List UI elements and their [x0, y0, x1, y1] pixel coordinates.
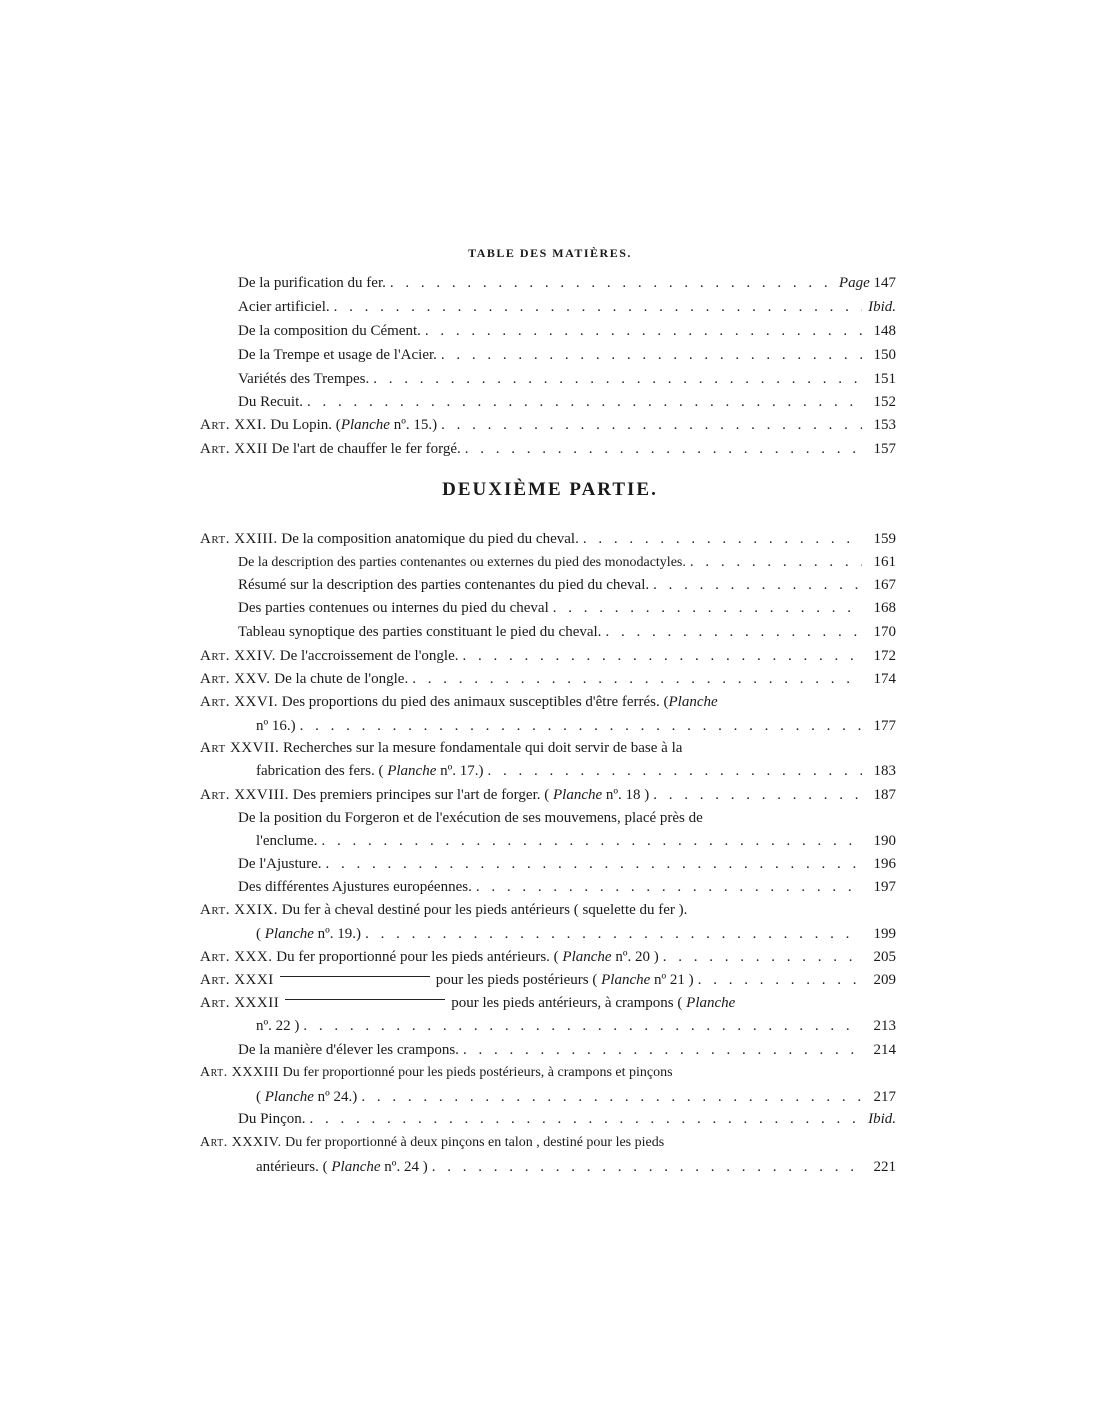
page-number: 205 [873, 949, 896, 965]
toc-entry: Des différentes Ajustures européennes. . . . 197 [238, 876, 896, 898]
toc-entry: Art. XXIII. De la composition anatomique du pied du cheval. . . . 159 [200, 528, 896, 550]
toc-entry: l'enclume. . . . 190 [256, 830, 896, 852]
toc-entry: nº. 22 ) . . . 213 [256, 1015, 896, 1037]
page-number: 199 [873, 926, 896, 942]
toc-entry: fabrication des fers. ( Planche nº. 17.) . . . 183 [256, 760, 896, 782]
article-number: Art. XXIII. [200, 531, 278, 547]
article-number: Art. XXXII [200, 995, 280, 1011]
page-number: 168 [873, 600, 896, 616]
toc-entry: De la description des parties contenantes ou externes du pied des monodactyles. . . . 161 [238, 551, 896, 573]
toc-entry: Art. XXXIII Du fer proportionné pour les pieds postérieurs, à crampons et pinçons [200, 1065, 673, 1080]
article-number: Art. XXV. [200, 671, 271, 687]
page-number: Ibid. [868, 1111, 896, 1127]
ditto-rule [285, 999, 445, 1000]
page-number: 150 [873, 347, 896, 363]
page-number: 221 [873, 1159, 896, 1175]
toc-entry: Art. XXX. Du fer proportionné pour les pieds antérieurs. ( Planche nº. 20 ) . . . 205 [200, 946, 896, 968]
toc-entry: Art. XXV. De la chute de l'ongle. . . . 174 [200, 668, 896, 690]
page-number: 197 [873, 879, 896, 895]
page-number: 148 [873, 323, 896, 339]
article-number: Art. XXX. [200, 949, 273, 965]
page-number: 190 [873, 833, 896, 849]
section-title: DEUXIÈME PARTIE. [442, 479, 658, 500]
page-number: 217 [873, 1089, 896, 1105]
toc-entry: Acier artificiel. . . . Ibid. [238, 296, 896, 318]
page-number: 152 [873, 394, 896, 410]
running-header: TABLE DES MATIÈRES. [468, 246, 632, 260]
toc-entry: De la purification du fer. . . . Page 147 [238, 272, 896, 294]
toc-entry: Des parties contenues ou internes du pied du cheval . . . 168 [238, 597, 896, 619]
page-number: 161 [873, 554, 896, 570]
toc-entry: Art. XXVIII. Des premiers principes sur l'art de forger. ( Planche nº. 18 ) . . . 187 [200, 784, 896, 806]
page-number: 151 [873, 371, 896, 387]
article-number: Art XXVII. [200, 740, 280, 756]
page-number: 167 [873, 577, 896, 593]
page-number: 177 [873, 718, 896, 734]
toc-entry: nº 16.) . . . 177 [256, 715, 896, 737]
page-number: 153 [873, 417, 896, 433]
toc-entry: De l'Ajusture. . . . 196 [238, 853, 896, 875]
page-number: Ibid. [868, 299, 896, 315]
article-number: Art. XXII [200, 441, 268, 457]
article-number: Art. XXI. [200, 417, 267, 433]
article-number: Art. XXIV. [200, 648, 277, 664]
toc-entry: Art. XXXII pour les pieds antérieurs, à crampons ( Planche [200, 995, 736, 1011]
toc-entry: Art. XXI. Du Lopin. (Planche nº. 15.) . . . 153 [200, 414, 896, 436]
toc-entry: Du Pinçon. . . . Ibid. [238, 1108, 896, 1130]
article-number: Art. XXXIII [200, 1065, 280, 1080]
toc-entry: De la manière d'élever les crampons. . . . 214 [238, 1039, 896, 1061]
page-number: 159 [873, 531, 896, 547]
page-number: 214 [873, 1042, 896, 1058]
toc-entry: Art XXVII. Recherches sur la mesure fondamentale qui doit servir de base à la [200, 740, 683, 756]
toc-entry: De la Trempe et usage de l'Acier. . . . 150 [238, 344, 896, 366]
page-number: 172 [873, 648, 896, 664]
toc-entry: Du Recuit. . . . 152 [238, 391, 896, 413]
toc-entry: ( Planche nº 24.) . . . 217 [256, 1086, 896, 1108]
page-number: 187 [873, 787, 896, 803]
toc-entry: De la position du Forgeron et de l'exécution de ses mouvemens, placé près de [238, 810, 703, 826]
page-number: 196 [873, 856, 896, 872]
article-number: Art. XXVIII. [200, 787, 289, 803]
article-number: Art. XXIX. [200, 902, 278, 918]
page-number: 157 [873, 441, 896, 457]
toc-entry: Variétés des Trempes. . . . 151 [238, 368, 896, 390]
toc-entry: Résumé sur la description des parties contenantes du pied du cheval. . . . 167 [238, 574, 896, 596]
page-number: 147 [873, 275, 896, 291]
article-number: Art. XXVI. [200, 694, 278, 710]
page-number: 183 [873, 763, 896, 779]
page-number: 213 [873, 1018, 896, 1034]
toc-entry: antérieurs. ( Planche nº. 24 ) . . . 221 [256, 1156, 896, 1178]
article-number: Art. XXXIV. [200, 1135, 282, 1150]
page-number: 170 [873, 624, 896, 640]
toc-entry: Art. XXII De l'art de chauffer le fer forgé. . . . 157 [200, 438, 896, 460]
toc-entry: Art. XXIV. De l'accroissement de l'ongle. . . . 172 [200, 645, 896, 667]
ditto-rule [280, 976, 430, 977]
toc-entry: Art. XXVI. Des proportions du pied des animaux susceptibles d'être ferrés. (Planche [200, 694, 718, 710]
toc-entry: De la composition du Cément. . . . 148 [238, 320, 896, 342]
toc-entry: ( Planche nº. 19.) . . . 199 [256, 923, 896, 945]
toc-entry: Tableau synoptique des parties constituant le pied du cheval. . . . 170 [238, 621, 896, 643]
article-number: Art. XXXI [200, 972, 274, 988]
page-number: 174 [873, 671, 896, 687]
toc-entry: Art. XXXI pour les pieds postérieurs ( Planche nº 21 ) . . . 209 [200, 969, 896, 991]
page-prefix: Page [838, 275, 870, 291]
toc-entry: Art. XXXIV. Du fer proportionné à deux pinçons en talon , destiné pour les pieds [200, 1135, 665, 1150]
page-number: 209 [873, 972, 896, 988]
toc-entry: Art. XXIX. Du fer à cheval destiné pour les pieds antérieurs ( squelette du fer ). [200, 902, 688, 918]
